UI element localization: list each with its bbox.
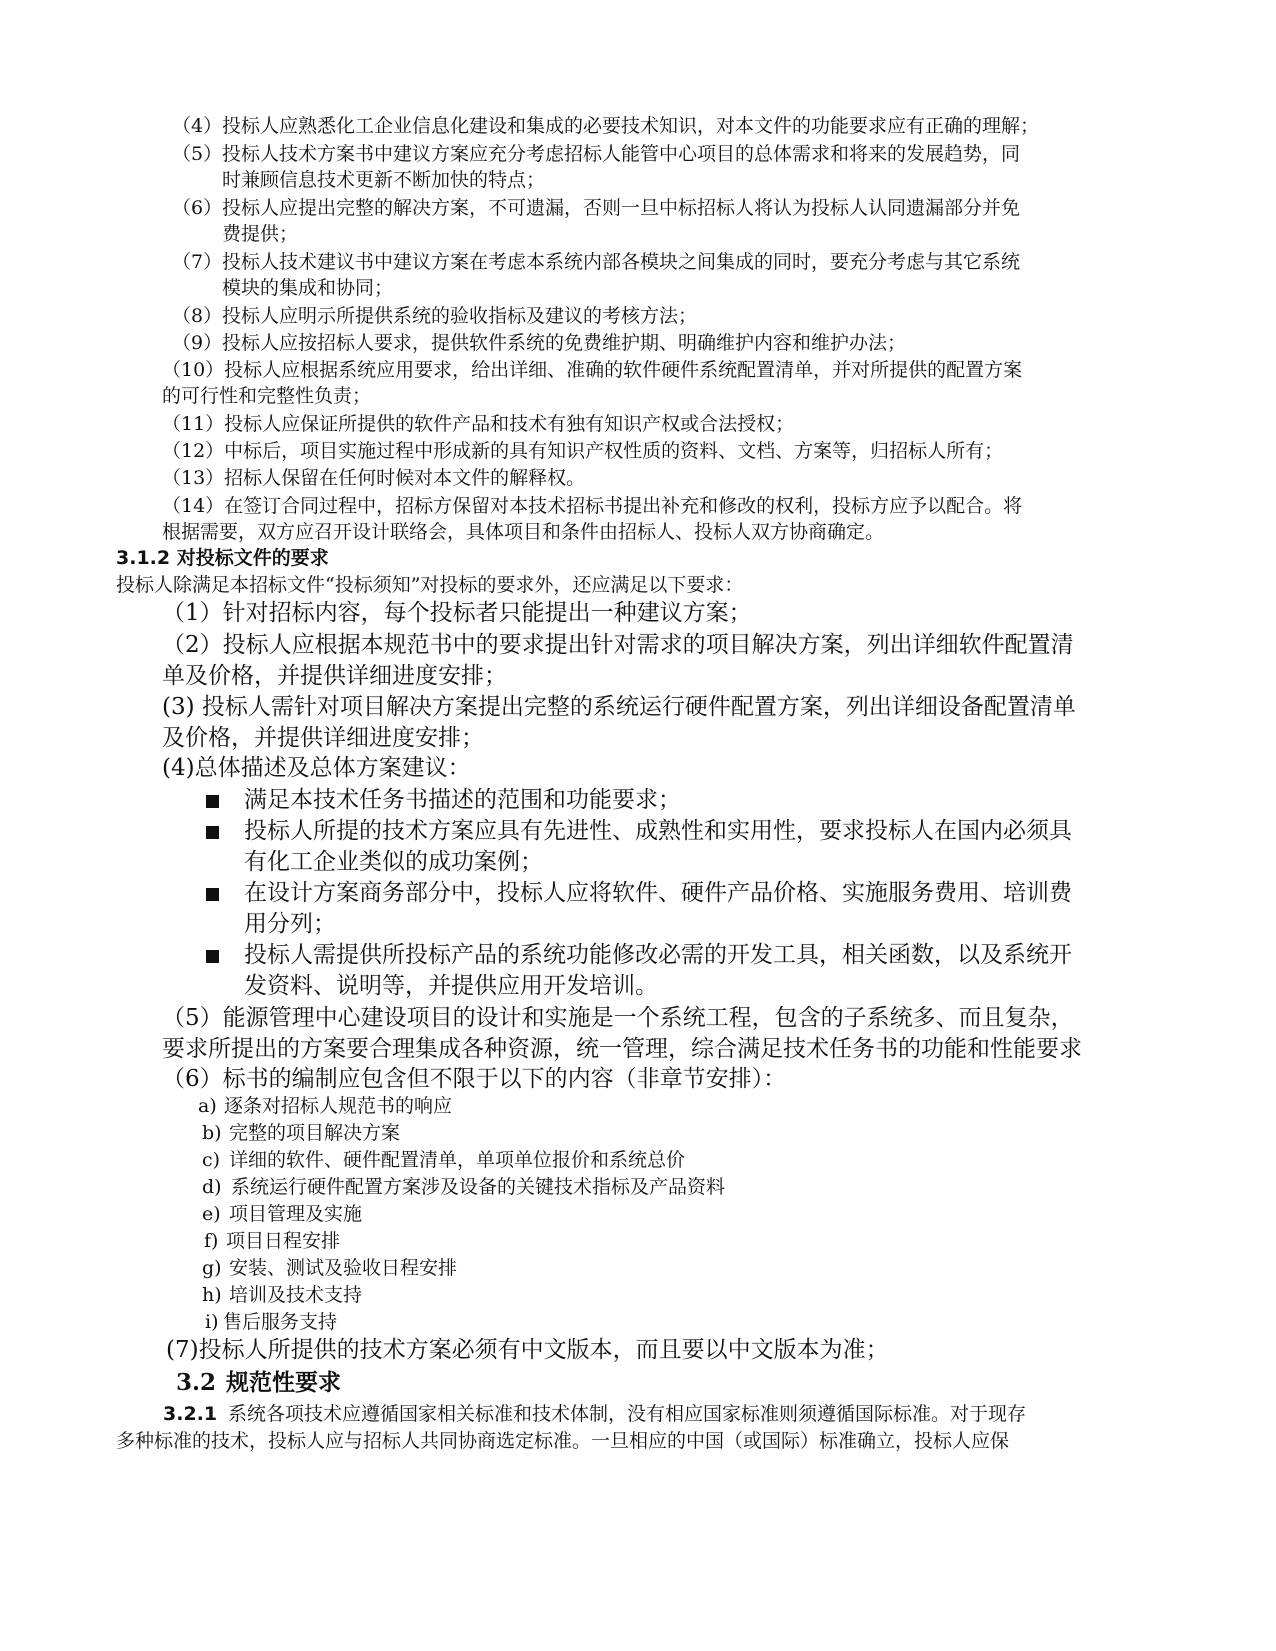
item-6-label: （6）: [172, 197, 223, 219]
section-321-line2: 多种标准的技术，投标人应与招标人共同协商选定标准。一旦相应的中国（或国际）标准确立，投标人应保: [116, 1430, 1010, 1452]
subitem-f-text: 项目日程安排: [226, 1230, 341, 1252]
item-14-line1: （14）在签订合同过程中，招标方保留对本技术招标书提出补充和修改的权利，投标方应予以配合。将: [162, 495, 1023, 517]
subitem-e-label: e): [202, 1203, 221, 1225]
item-4-label: （4）: [172, 115, 223, 137]
req-1: （1）针对招标内容，每个投标者只能提出一种建议方案；: [162, 600, 752, 626]
item-11: （11）投标人应保证所提供的软件产品和技术有独有知识产权或合法授权；: [162, 413, 795, 435]
subitem-f-label: f): [204, 1230, 219, 1252]
section-321-line1: 系统各项技术应遵循国家相关标准和技术体制，没有相应国家标准则须遵循国际标准。对于现存: [228, 1403, 1027, 1425]
bullet-square-icon: [206, 826, 219, 839]
item-13: （13）招标人保留在任何时候对本文件的解释权。: [162, 467, 586, 489]
item-7-text-line1: 投标人技术建议书中建议方案在考虑本系统内部各模块之间集成的同时，要充分考虑与其它系统: [222, 251, 1021, 273]
item-9-text: 投标人应按招标人要求，提供软件系统的免费维护期、明确维护内容和维护办法；: [222, 332, 907, 354]
bullet-3-line2: 用分列；: [244, 911, 336, 937]
req-2-line2: 单及价格，并提供详细进度安排；: [162, 663, 507, 689]
bullet-4-line1: 投标人需提供所投标产品的系统功能修改必需的开发工具，相关函数，以及系统开: [244, 942, 1072, 968]
bullet-square-icon: [206, 950, 219, 963]
subitem-i-label: i): [205, 1311, 219, 1333]
section-312-intro: 投标人除满足本招标文件“投标须知”对投标的要求外，还应满足以下要求：: [116, 574, 744, 596]
section-32-title: 规范性要求: [226, 1369, 341, 1396]
item-9-label: （9）: [172, 332, 223, 354]
req-3-line2: 及价格，并提供详细进度安排；: [162, 725, 484, 751]
item-8-label: （8）: [172, 305, 223, 327]
bullet-1-text: 满足本技术任务书描述的范围和功能要求；: [244, 787, 681, 813]
item-5-label: （5）: [172, 143, 223, 165]
item-7-label: （7）: [172, 251, 223, 273]
bullet-2-line2: 有化工企业类似的成功案例；: [244, 849, 543, 875]
subitem-d-text: 系统运行硬件配置方案涉及设备的关键技术指标及产品资料: [231, 1176, 726, 1198]
req-3-line1: (3) 投标人需针对项目解决方案提出完整的系统运行硬件配置方案，列出详细设备配置清单: [162, 694, 1076, 720]
bullet-square-icon: [206, 888, 219, 901]
section-312-heading: 3.1.2 对投标文件的要求: [116, 547, 329, 569]
req-7: (7)投标人所提供的技术方案必须有中文版本，而且要以中文版本为准；: [166, 1337, 889, 1363]
subitem-e-text: 项目管理及实施: [229, 1203, 363, 1225]
item-8-text: 投标人应明示所提供系统的验收指标及建议的考核方法；: [222, 305, 698, 327]
subitem-b-label: b): [202, 1122, 222, 1144]
bullet-2-line1: 投标人所提的技术方案应具有先进性、成熟性和实用性，要求投标人在国内必须具: [244, 818, 1072, 844]
subitem-a-label: a): [198, 1095, 217, 1117]
subitem-c-label: c): [202, 1149, 221, 1171]
subitem-g-label: g): [202, 1257, 222, 1279]
req-4: (4)总体描述及总体方案建议：: [162, 755, 471, 781]
bullet-3-line1: 在设计方案商务部分中，投标人应将软件、硬件产品价格、实施服务费用、培训费: [244, 880, 1072, 906]
subitem-h-text: 培训及技术支持: [229, 1284, 363, 1306]
subitem-g-text: 安装、测试及验收日程安排: [229, 1257, 458, 1279]
item-6-text-line1: 投标人应提出完整的解决方案，不可遗漏，否则一旦中标招标人将认为投标人认同遗漏部分并免: [222, 197, 1021, 219]
req-5-line2: 要求所提出的方案要合理集成各种资源，统一管理，综合满足技术任务书的功能和性能要求: [162, 1036, 1082, 1062]
subitem-c-text: 详细的软件、硬件配置清单，单项单位报价和系统总价: [229, 1149, 686, 1171]
subitem-h-label: h): [202, 1284, 222, 1306]
req-2-line1: （2）投标人应根据本规范书中的要求提出针对需求的项目解决方案，列出详细软件配置清: [162, 632, 1074, 658]
bullet-square-icon: [206, 795, 219, 808]
subitem-a-text: 逐条对招标人规范书的响应: [224, 1095, 453, 1117]
req-6: （6）标书的编制应包含但不限于以下的内容（非章节安排）：: [162, 1066, 787, 1092]
subitem-i-text: 售后服务支持: [223, 1311, 338, 1333]
item-10-line1: （10）投标人应根据系统应用要求，给出详细、准确的软件硬件系统配置清单，并对所提供的配置方案: [162, 359, 1023, 381]
req-5-line1: （5）能源管理中心建设项目的设计和实施是一个系统工程，包含的子系统多、而且复杂，: [162, 1005, 1074, 1031]
subitem-d-label: d): [202, 1176, 222, 1198]
subitem-b-text: 完整的项目解决方案: [229, 1122, 401, 1144]
section-32-number: 3.2: [176, 1369, 217, 1396]
item-6-text-line2: 费提供；: [222, 223, 299, 245]
item-5-text-line1: 投标人技术方案书中建议方案应充分考虑招标人能管中心项目的总体需求和将来的发展趋势，同: [222, 143, 1021, 165]
section-321-number: 3.2.1: [163, 1403, 218, 1425]
item-10-line2: 的可行性和完整性负责；: [162, 385, 372, 407]
bullet-4-line2: 发资料、说明等，并提供应用开发培训。: [244, 973, 658, 999]
item-5-text-line2: 时兼顾信息技术更新不断加快的特点；: [222, 169, 546, 191]
item-4-text: 投标人应熟悉化工企业信息化建设和集成的必要技术知识，对本文件的功能要求应有正确的理解；: [222, 115, 1040, 137]
item-7-text-line2: 模块的集成和协同；: [222, 277, 394, 299]
item-12: （12）中标后，项目实施过程中形成新的具有知识产权性质的资料、文档、方案等，归招标人所有；: [162, 440, 1004, 462]
item-14-line2: 根据需要，双方应召开设计联络会，具体项目和条件由招标人、投标人双方协商确定。: [162, 521, 885, 543]
